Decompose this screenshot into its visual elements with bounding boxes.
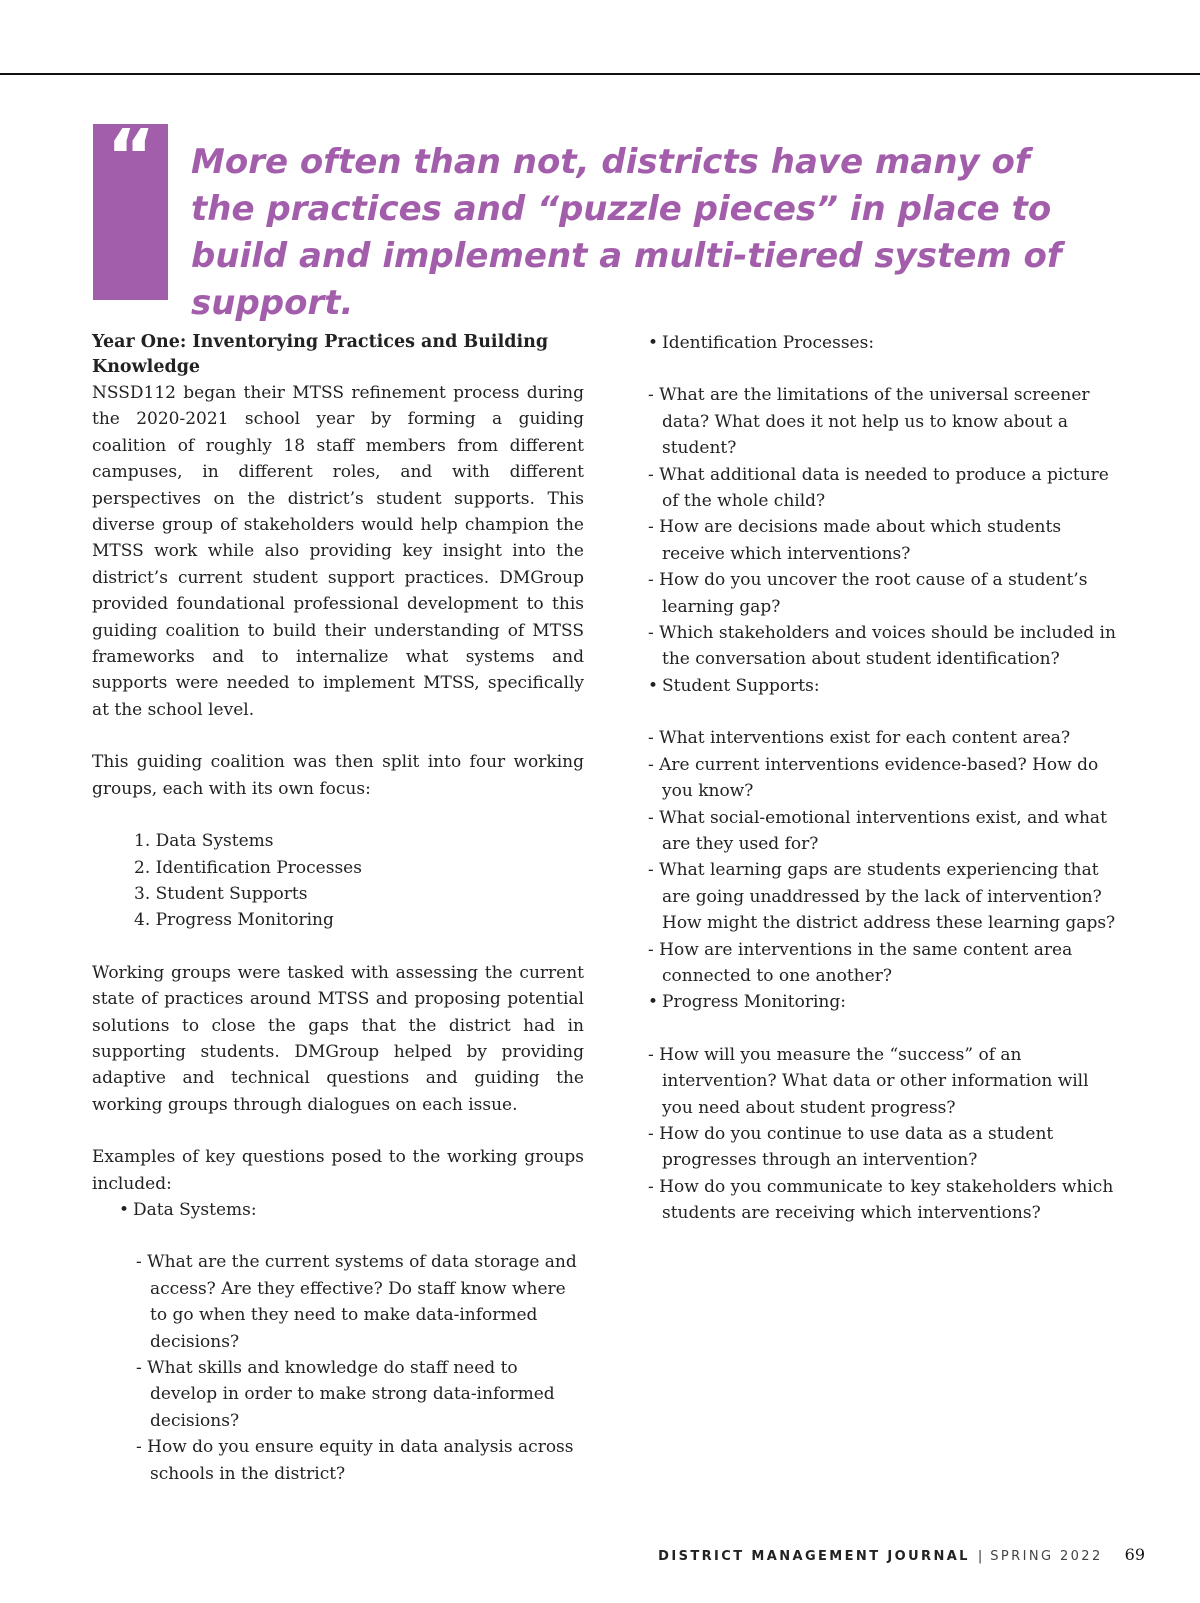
issue-label: SPRING 2022: [990, 1549, 1103, 1564]
question-item: - How do you ensure equity in data analysis across schools in the district?: [136, 1437, 574, 1484]
question-item: - Which stakeholders and voices should be included in the conversation about student identification?: [648, 623, 1116, 670]
page-footer: [0, 1545, 1145, 1564]
bullet-label: Progress Monitoring:: [662, 992, 846, 1013]
top-rule: [0, 73, 1200, 75]
question-item: - How will you measure the “success” of an intervention? What data or other information will you need about student progress?: [648, 1044, 1089, 1118]
footer-separator: |: [977, 1549, 983, 1564]
bullet-progress-monitoring: [648, 989, 1118, 1015]
question-item: - What interventions exist for each content area?: [648, 728, 1071, 749]
bullet-dot-icon: •: [648, 333, 659, 353]
question-item: - What social-emotional interventions exist, and what are they used for?: [648, 807, 1107, 854]
question-item: - What additional data is needed to produce a picture of the whole child?: [648, 464, 1109, 512]
question-item: - What are the limitations of the universal screener data? What does it not help us to know about a student?: [648, 385, 1090, 459]
question-item: - How do you uncover the root cause of a student’s learning gap?: [648, 570, 1088, 617]
question-item: - How are interventions in the same content area connected to one another?: [648, 939, 1073, 986]
bullet-label: Student Supports:: [662, 675, 820, 696]
bullet-dot-icon: •: [648, 675, 659, 696]
question-item: - What learning gaps are students experiencing that are going unaddressed by the lack of intervention? How might the district address these learning gaps?: [648, 860, 1116, 934]
bullet-dot-icon: •: [648, 992, 659, 1013]
page-number: 69: [1124, 1545, 1145, 1564]
bullet-identification: [648, 330, 1118, 356]
working-groups-list: [92, 828, 584, 934]
body-paragraph: Working groups were tasked with assessing the current state of practices around MTSS and proposing potential solutions to close the gaps that the district had in supporting students. DMGroup helped by providing adaptive and technical questions and guiding the working groups through dialogues on each issue.: [92, 962, 584, 1115]
bullet-student-supports: [648, 673, 1118, 699]
question-item: - What skills and knowledge do staff need to develop in order to make strong data-informed decisions?: [136, 1358, 555, 1431]
question-item: - What are the current systems of data storage and access? Are they effective? Do staff know where to go when they need to make data-informed decisions?: [136, 1252, 577, 1352]
question-item: - How do you communicate to key stakeholders which students are receiving which interventions?: [648, 1176, 1114, 1224]
list-item: 1. Data Systems: [134, 831, 274, 852]
question-item: - How are decisions made about which students receive which interventions?: [648, 517, 1062, 564]
left-column: [92, 330, 584, 1487]
list-item: 3. Student Supports: [134, 883, 308, 904]
question-item: - How do you continue to use data as a student progresses through an intervention?: [648, 1123, 1054, 1171]
list-item: 2. Identification Processes: [134, 857, 362, 878]
bullet-label: Identification Processes:: [662, 333, 875, 353]
body-paragraph: NSSD112 began their MTSS refinement process during the 2020-2021 school year by forming a guiding coalition of roughly 18 staff members from different campuses, in different roles, and with different perspectives on the district’s student supports. This diverse group of stakeholders would help champion the MTSS work while also providing key insight into the district’s current student support practices. DMGroup provided foundational professional development to this guiding coalition to build their understanding of MTSS frameworks and to internalize what systems and supports were needed to implement MTSS, specifically at the school level.: [92, 383, 584, 720]
bullet-label: Data Systems:: [133, 1199, 257, 1220]
section-heading: Year One: Inventorying Practices and Building Knowledge: [92, 332, 549, 377]
journal-name: DISTRICT MANAGEMENT JOURNAL: [658, 1549, 970, 1564]
body-paragraph: This guiding coalition was then split into four working groups, each with its own focus:: [92, 752, 584, 799]
bullet-data-systems: [119, 1197, 584, 1223]
bullet-dot-icon: •: [119, 1199, 130, 1220]
question-item: - Are current interventions evidence-based? How do you know?: [648, 754, 1099, 802]
list-item: 4. Progress Monitoring: [134, 910, 334, 931]
pull-quote: More often than not, districts have many of the practices and “puzzle pieces” in place to build and implement a multi-tiered system of support.: [191, 142, 1062, 323]
opening-quote-icon: “: [106, 114, 156, 200]
right-column: [648, 330, 1118, 1227]
body-paragraph: Examples of key questions posed to the working groups included:: [92, 1147, 584, 1194]
